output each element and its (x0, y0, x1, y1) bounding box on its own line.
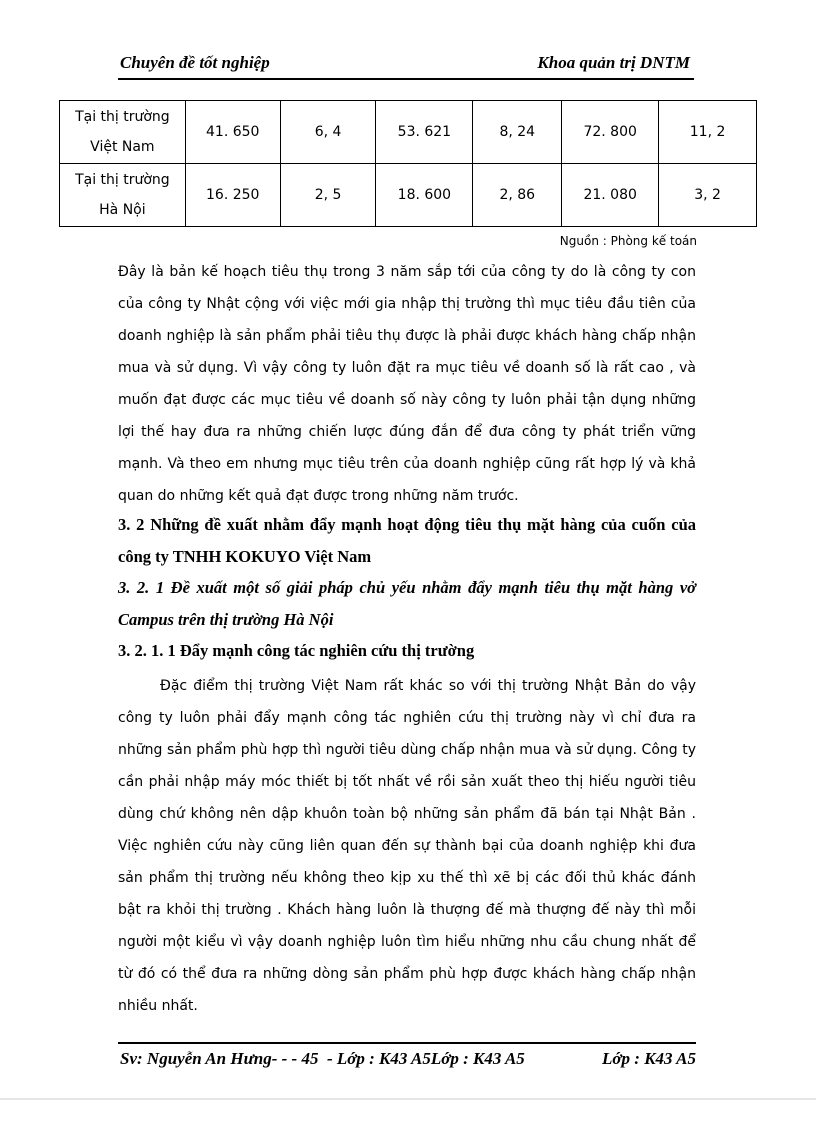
table-source-note: Nguồn : Phòng kế toán (559, 234, 697, 248)
row-label-line: Việt Nam (90, 139, 155, 155)
table-cell: 16. 250 (185, 164, 280, 227)
table-cell: 2, 5 (280, 164, 376, 227)
table-cell: 21. 080 (562, 164, 659, 227)
row-label-line: Hà Nội (99, 202, 146, 218)
table-cell: 53. 621 (376, 101, 473, 164)
table-cell: 18. 600 (376, 164, 473, 227)
table-cell: 41. 650 (185, 101, 280, 164)
table-row (60, 101, 757, 164)
header-department: Khoa quản trị DNTM (537, 53, 690, 72)
row-label-line: Tại thị trường (75, 109, 170, 125)
subsection-heading: 3. 2. 1 Đề xuất một số giải pháp chủ yếu nhằm đẩy mạnh tiêu thụ mặt hàng vở Campus trên thị trường Hà Nội (118, 578, 696, 629)
body-paragraph: Đây là bản kế hoạch tiêu thụ trong 3 năm sắp tới của công ty do là công ty con của công ty Nhật cộng với việc mới gia nhập thị trường thì mục tiêu đầu tiên của doanh nghiệp là sản phẩm phải tiêu thụ được là phải được khách hàng chấp nhận mua và sử dụng. Vì vậy công ty luôn đặt ra mục tiêu về doanh số là rất cao , và muốn đạt được các mục tiêu về doanh số này công ty luôn phải tận dụng những lợi thế hay đưa ra những chiến lược đúng đắn để đưa công ty phát triển vững mạnh. Và theo em nhưng mục tiêu trên của doanh nghiệp cũng rất hợp lý và khả quan do những kết quả đạt được trong những năm trước. (118, 264, 696, 504)
section-heading: 3. 2 Những đề xuất nhằm đẩy mạnh hoạt động tiêu thụ mặt hàng của cuốn của công ty TNHH KOKUYO Việt Nam (118, 515, 696, 566)
page-footer (118, 1042, 696, 1074)
footer-class: Lớp : K43 A5 (602, 1049, 696, 1068)
table-cell: 11, 2 (659, 101, 757, 164)
table-cell: 2, 86 (473, 164, 562, 227)
row-label-line: Tại thị trường (75, 172, 170, 188)
footer-student-info: Sv: Nguyễn An Hưng- - - 45 - Lớp : K43 A5Lớp : K43 A5 (120, 1049, 525, 1068)
sales-plan-table (59, 100, 757, 227)
table-cell: 3, 2 (659, 164, 757, 227)
header-title: Chuyên đề tốt nghiệp (120, 53, 270, 72)
table-row (60, 164, 757, 227)
body-paragraph: Đặc điểm thị trường Việt Nam rất khác so với thị trường Nhật Bản do vậy công ty luôn phải đẩy mạnh công tác nghiên cứu thị trường này vì chỉ đưa ra những sản phẩm phù hợp thì người tiêu dùng chấp nhận mua và sử dụng. Công ty cần phải nhập máy móc thiết bị tốt nhất về rồi sản xuất theo thị hiếu người tiêu dùng chứ không nên dập khuôn toàn bộ những sản phẩm đã bán tại Nhật Bản . Việc nghiên cứu này cũng liên quan đến sự thành bại của doanh nghiệp khi đưa sản phẩm thị trường nếu không theo kịp xu thế thì xẽ bị các đối thủ khác đánh bật ra khỏi thị trường . Khách hàng luôn là thượng đế mà thượng đế này thì mỗi người một kiểu vì vậy doanh nghiệp luôn tìm hiểu những nhu cầu chung nhất để từ đó có thể đưa ra những dòng sản phẩm phù hợp được khách hàng chấp nhận nhiều nhất. (118, 678, 696, 1014)
row-label (60, 164, 186, 227)
table-cell: 8, 24 (473, 101, 562, 164)
page-divider (0, 1098, 816, 1100)
page-header (118, 50, 694, 80)
table-cell: 72. 800 (562, 101, 659, 164)
row-label (60, 101, 186, 164)
table-cell: 6, 4 (280, 101, 376, 164)
subsubsection-heading: 3. 2. 1. 1 Đẩy mạnh công tác nghiên cứu thị trường (118, 641, 475, 660)
